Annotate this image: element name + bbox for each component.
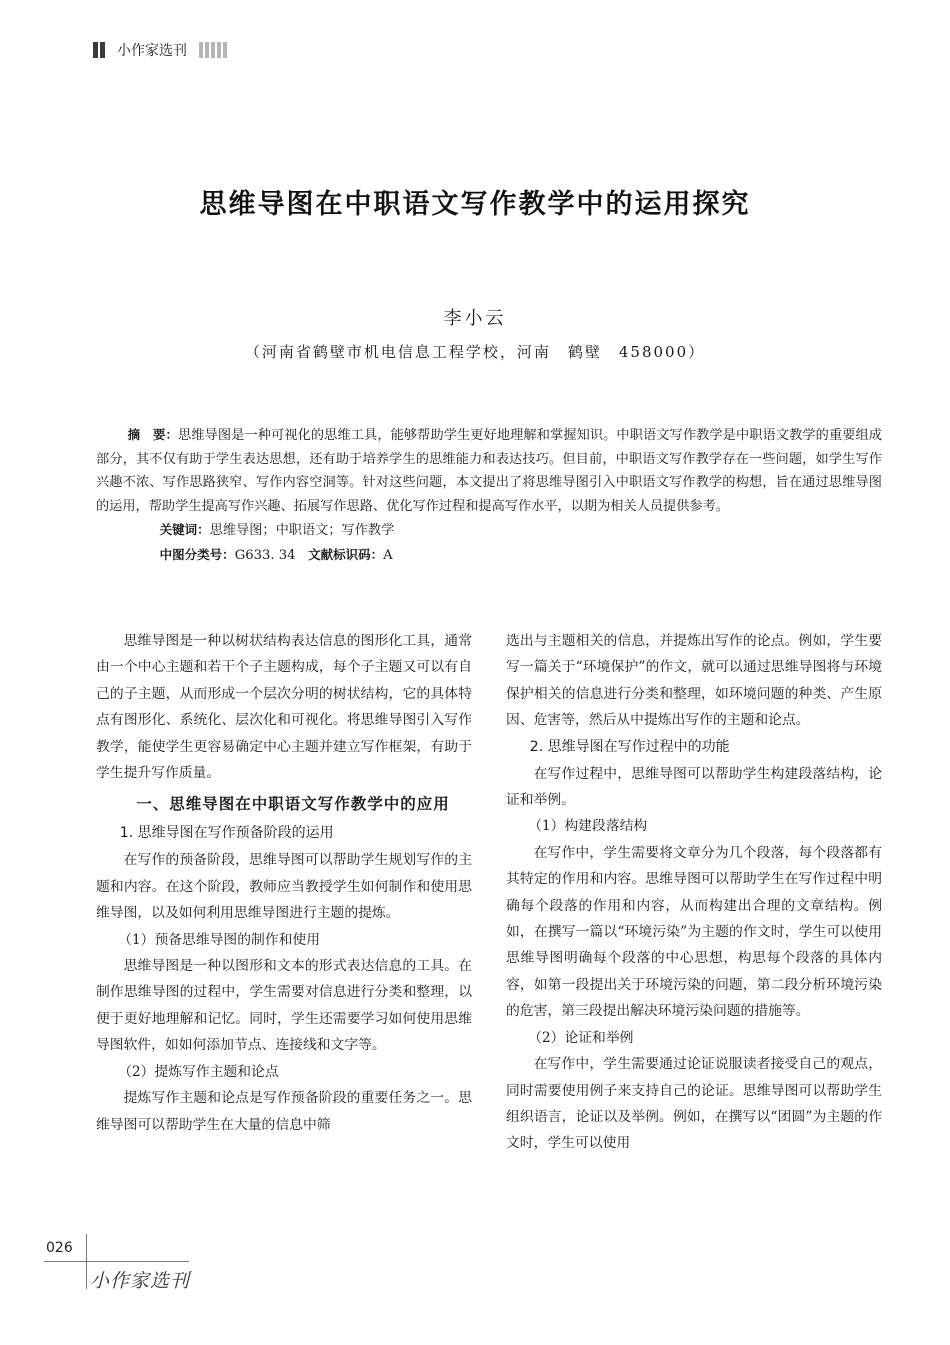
header-bars-right: [199, 42, 227, 58]
paragraph-continued: 选出与主题相关的信息，并提炼出写作的论点。例如，学生要写一篇关于“环境保护”的作文，就可以通过思维导图将与环境保护相关的信息进行分类和整理，如环境问题的种类、产生原因、危害等，然后从中提炼出写作的主题和论点。: [506, 633, 882, 729]
clc-label: 中图分类号：: [159, 546, 235, 562]
left-column: [96, 628, 472, 1138]
abstract-label: 摘 要：: [127, 427, 179, 442]
intro-paragraph: 思维导图是一种以树状结构表达信息的图形化工具，通常由一个中心主题和若干个子主题构成，每个子主题又可以有自己的子主题，从而形成一个层次分明的树状结构，它的具体特点有图形化、系统化、层次化和可视化。将思维导图引入写作教学，能使学生更容易确定中心主题并建立写作框架，有助于学生提升写作质量。: [96, 633, 472, 782]
paragraph-prep-stage: 在写作的预备阶段，思维导图可以帮助学生规划写作的主题和内容。在这个阶段，教师应当教授学生如何制作和使用思维导图，以及如何利用思维导图进行主题的提炼。: [96, 852, 472, 922]
paragraph-argument: 在写作中，学生需要通过论证说服读者接受自己的观点，同时需要使用例子来支持自己的论证。思维导图可以帮助学生组织语言，论证以及举例。例如，在撰写以“团圆”为主题的作文时，学生可以使用: [506, 1056, 882, 1152]
right-column: [506, 628, 882, 1157]
abstract-text: [96, 423, 882, 518]
subsection-heading-1-2: 2. 思维导图在写作过程中的功能: [529, 738, 730, 755]
footer-divider-horizontal: [44, 1261, 189, 1262]
footer-journal-logo: 小作家选刊: [90, 1270, 191, 1292]
paragraph-refine-theme: 提炼写作主题和论点是写作预备阶段的重要任务之一。思维导图可以帮助学生在大量的信息中筛: [96, 1090, 472, 1133]
page-number: 026: [46, 1240, 73, 1256]
article-title: 思维导图在中职语文写作教学中的运用探究: [199, 189, 751, 220]
doc-code-label: 文献标识码：: [308, 546, 384, 562]
paragraph-structure: 在写作中，学生需要将文章分为几个段落，每个段落都有其特定的作用和内容。思维导图可以帮助学生在写作过程中明确每个段落的作用和内容，从而构建出合理的文章结构。例如，在撰写一篇以“环境污染”为主题的作文时，学生可以使用思维导图明确每个段落的中心思想，构思每个段落的具体内容，如第一段提出关于环境污染的问题，第二段分析环境污染的危害，第三段提出解决环境污染问题的措施等。: [506, 844, 882, 1020]
sub-heading-argument-example: （2）论证和举例: [528, 1029, 634, 1046]
sub-heading-paragraph-structure: （1）构建段落结构: [528, 818, 648, 835]
doc-code-value: A: [383, 547, 393, 563]
sub-heading-refine-theme: （2）提炼写作主题和论点: [118, 1063, 279, 1080]
subsection-heading-1-1: 1. 思维导图在写作预备阶段的运用: [119, 825, 334, 842]
paragraph-writing-process: 在写作过程中，思维导图可以帮助学生构建段落结构，论证和举例。: [506, 765, 882, 809]
running-header: [93, 40, 227, 60]
keywords-line: [96, 518, 882, 543]
keywords-value: 思维导图；中职语文；写作教学: [209, 523, 395, 539]
clc-value: G633. 34: [234, 547, 296, 563]
classification-line: [96, 543, 882, 568]
journal-name: 小作家选刊: [117, 43, 187, 59]
sub-heading-prep-mindmap: （1）预备思维导图的制作和使用: [118, 931, 321, 948]
header-bars-left: [93, 42, 105, 58]
author-affiliation: （河南省鹤壁市机电信息工程学校，河南 鹤壁 458000）: [244, 343, 706, 361]
abstract-block: [96, 423, 882, 568]
keywords-label: 关键词：: [159, 522, 210, 538]
author-name: 李小云: [443, 308, 507, 329]
section-heading-1: 一、思维导图在中职语文写作教学中的应用: [136, 795, 450, 814]
paragraph-mindmap-tool: 思维导图是一种以图形和文本的形式表达信息的工具。在制作思维导图的过程中，学生需要对信息进行分类和整理，以便于更好地理解和记忆。同时，学生还需要学习如何使用思维导图软件，如如何添加节点、连接线和文字等。: [96, 958, 472, 1054]
abstract-body: 思维导图是一种可视化的思维工具，能够帮助学生更好地理解和掌握知识。中职语文写作教学是中职语文教学的重要组成部分，其不仅有助于学生表达思想，还有助于培养学生的思维能力和表达技巧。但目前，中职语文写作教学存在一些问题，如学生写作兴趣不浓、写作思路狭窄、写作内容空洞等。针对这些问题，本文提出了将思维导图引入中职语文写作教学的构想，旨在通过思维导图的运用，帮助学生提高写作兴趣、拓展写作思路、优化写作过程和提高写作水平，以期为相关人员提供参考。: [96, 428, 882, 514]
